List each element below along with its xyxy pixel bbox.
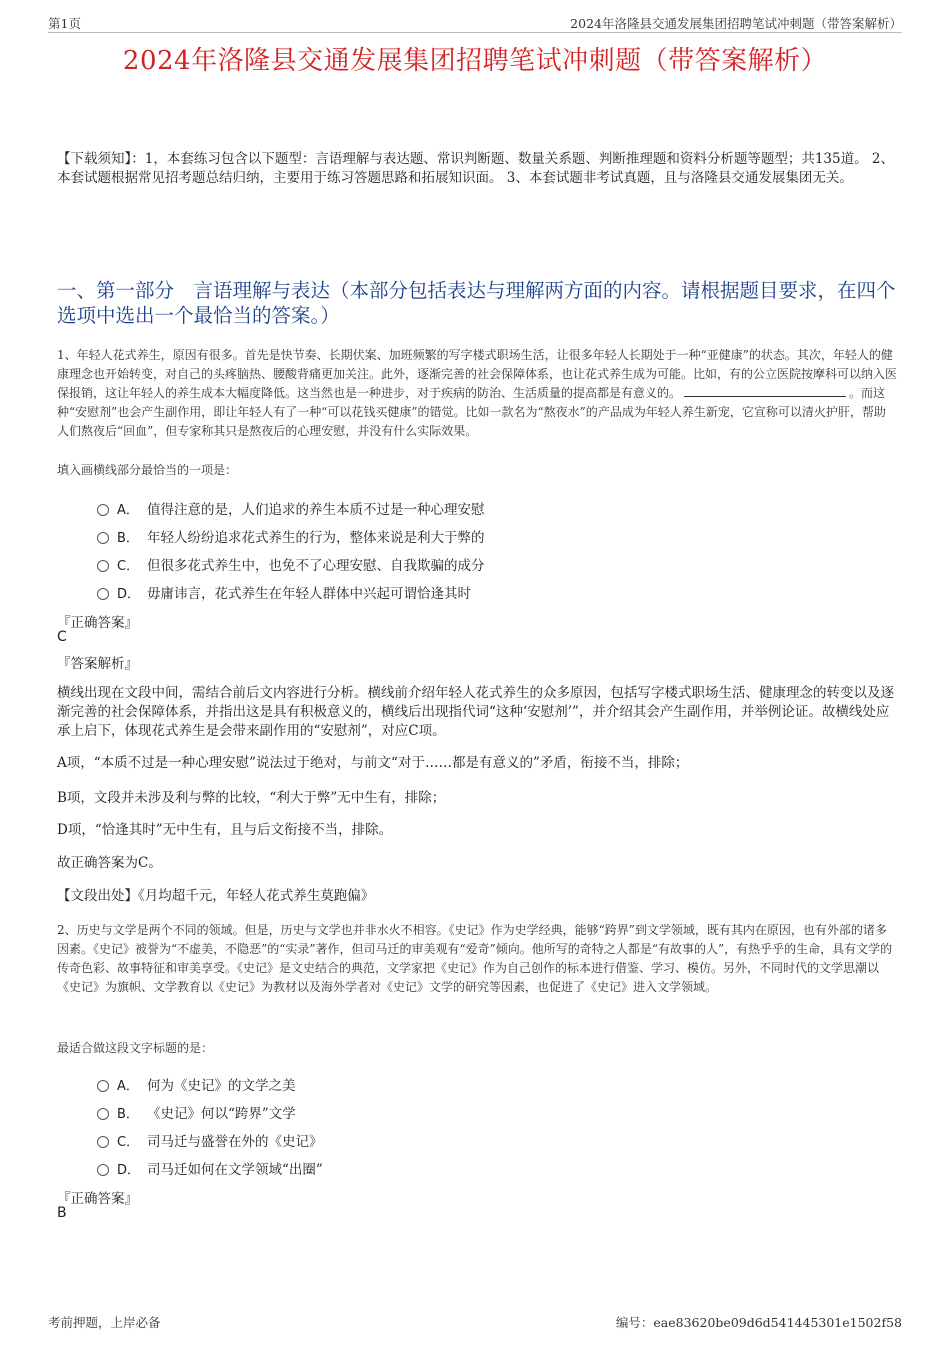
q2-answer: B — [57, 1205, 67, 1221]
fill-blank — [684, 384, 846, 397]
q1-option-a[interactable]: A． 值得注意的是，人们追求的养生本质不过是一种心理安慰 — [97, 498, 485, 518]
q2-option-c[interactable]: C． 司马迁与盛誉在外的《史记》 — [97, 1130, 323, 1150]
question-2-stem: 2、历史与文学是两个不同的领域。但是，历史与文学也并非水火不相容。《史记》作为史学经典，能够“跨界”到文学领域，既有其内在原因，也有外部的诸多因素。《史记》被誉为“不虚美，不隐恶”的“实录”著作，但司马迁的审美观有“爱奇”倾向。他所写的奇特之人都是“有故事的人”，有热乎乎的生命，具有文学的传奇色彩、故事特征和审美享受。《史记》是文史结合的典范，文学家把《史记》作为自己创作的标本进行借鉴、学习、模仿。另外，不同时代的文学思潮以《史记》为旗帜、文学教育以《史记》为教材以及海外学者对《史记》文学的研究等因素，也促进了《史记》进入文学领域。 — [57, 923, 893, 994]
page-number: 第1页 — [48, 16, 81, 31]
q1-source: 【文段出处】《月均超千元，年轻人花式养生莫跑偏》 — [57, 888, 375, 904]
q1-option-b[interactable]: B． 年轻人纷纷追求花式养生的行为，整体来说是利大于弊的 — [97, 526, 485, 546]
radio-icon[interactable] — [97, 504, 109, 516]
header-doc-title: 2024年洛隆县交通发展集团招聘笔试冲刺题（带答案解析） — [570, 16, 902, 31]
page-header — [48, 14, 902, 33]
question-2-prompt: 最适合做这段文字标题的是： — [57, 1041, 214, 1055]
radio-icon[interactable] — [97, 1108, 109, 1120]
q1-analysis-main: 横线出现在文段中间，需结合前后文内容进行分析。横线前介绍年轻人花式养生的众多原因，包括写字楼式职场生活、健康理念的转变以及逐渐完善的社会保障体系，并指出这是具有积极意义的，横线后出现指代词“这种‘安慰剂’”，并介绍其会产生副作用，并举例论证。故横线处应承上启下，体现花式养生是会带来副作用的“安慰剂”，对应C项。 — [57, 685, 894, 739]
q1-analysis-a: A项，“本质不过是一种心理安慰”说法过于绝对，与前文“对于……都是有意义的”矛盾，衔接不当，排除； — [57, 755, 689, 771]
q1-analysis-b: B项，文段并未涉及利与弊的比较，“利大于弊”无中生有，排除； — [57, 790, 446, 806]
q2-answer-label: 『正确答案』 — [57, 1191, 138, 1207]
q1-analysis-conclusion: 故正确答案为C。 — [57, 855, 162, 871]
question-1-stem: 1、年轻人花式养生，原因有很多。首先是快节奏、长期伏案、加班频繁的写字楼式职场生活，让很多年轻人长期处于一种“亚健康”的状态。其次，年轻人的健康理念也开始转变，对自己的头疼脑热、腰酸背痛更加关注。此外，逐渐完善的社会保障体系，也让花式养生成为可能。比如，有的公立医院按摩科可以纳入医保报销，这让年轻人的养生成本大幅度降低。这当然也是一种进步，对于疾病的防治、生活质量的提高都是有意义的。 。而这种“安慰剂”也会产生副作用，即让年轻人有了一种“可以花钱买健康”的错觉。比如一款名为“熬夜水”的产品成为年轻人养生新宠，它宣称可以清火护肝，帮助人们熬夜后“回血”，但专家称其只是熬夜后的心理安慰，并没有什么实际效果。 — [57, 348, 898, 438]
radio-icon[interactable] — [97, 1080, 109, 1092]
document-title: 2024年洛隆县交通发展集团招聘笔试冲刺题（带答案解析） — [122, 46, 828, 76]
q1-option-c[interactable]: C． 但很多花式养生中，也免不了心理安慰、自我欺骗的成分 — [97, 554, 485, 574]
radio-icon[interactable] — [97, 1164, 109, 1176]
section-title: 一、第一部分 言语理解与表达（本部分包括表达与理解两方面的内容。请根据题目要求，在四个选项中选出一个最恰当的答案。） — [57, 279, 896, 327]
q1-option-d[interactable]: D． 毋庸讳言，花式养生在年轻人群体中兴起可谓恰逢其时 — [97, 582, 471, 602]
question-1-prompt: 填入画横线部分最恰当的一项是： — [57, 463, 238, 477]
q2-option-b[interactable]: B． 《史记》何以“跨界”文学 — [97, 1102, 296, 1122]
download-notice: 【下载须知】：1，本套练习包含以下题型：言语理解与表达题、常识判断题、数量关系题、判断推理题和资料分析题等题型；共135道。 2、本套试题根据常见招考题总结归纳，主要用于练习答题思路和拓展知识面。 3、本套试题非考试真题，且与洛隆县交通发展集团无关。 — [57, 151, 894, 186]
radio-icon[interactable] — [97, 1136, 109, 1148]
radio-icon[interactable] — [97, 560, 109, 572]
footer-slogan: 考前押题，上岸必备 — [48, 1315, 161, 1330]
radio-icon[interactable] — [97, 532, 109, 544]
q1-answer: C — [57, 629, 67, 645]
q1-answer-label: 『正确答案』 — [57, 615, 138, 631]
q1-analysis-label: 『答案解析』 — [57, 656, 138, 672]
radio-icon[interactable] — [97, 588, 109, 600]
q2-option-d[interactable]: D． 司马迁如何在文学领域“出圈” — [97, 1158, 323, 1178]
footer-doc-id: 编号：eae83620be09d6d541445301e1502f58 — [615, 1315, 902, 1330]
q1-analysis-d: D项，“恰逢其时”无中生有，且与后文衔接不当，排除。 — [57, 822, 393, 838]
q2-option-a[interactable]: A． 何为《史记》的文学之美 — [97, 1074, 296, 1094]
